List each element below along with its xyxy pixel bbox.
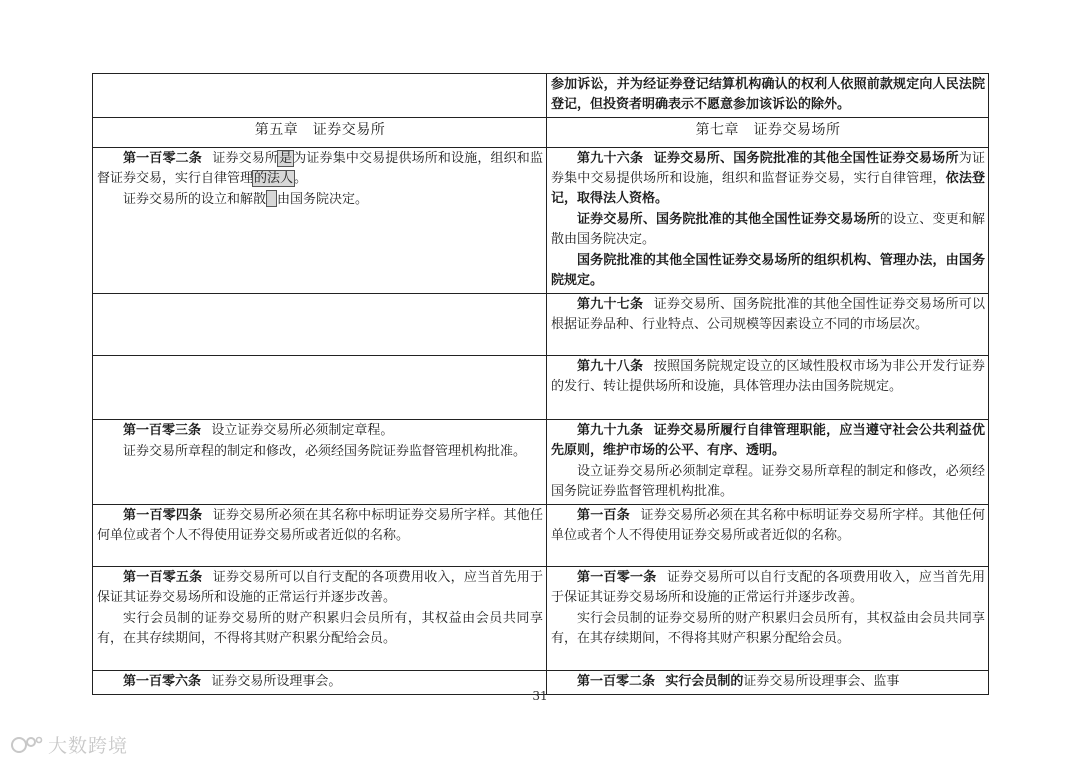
article-number: 第一百零二条 <box>123 151 202 166</box>
paragraph: 第一百零四条 证券交易所必须在其名称中标明证券交易所字样。其他任何单位或者个人不得使用证券交易所或者近似的名称。 <box>97 508 543 543</box>
table-row <box>93 505 989 567</box>
table-row <box>93 420 989 505</box>
watermark-logo-icon <box>10 734 44 756</box>
left-cell <box>93 420 547 505</box>
paragraph: 第九十九条 证券交易所履行自律管理职能，应当遵守社会公共利益优先原则，维护市场的公平、有序、透明。 <box>551 423 985 458</box>
right-cell <box>547 294 989 356</box>
left-cell <box>93 567 547 671</box>
comparison-table <box>92 73 989 695</box>
chapter-header-row <box>93 118 989 148</box>
article-number: 第一百零三条 <box>123 423 202 438</box>
paragraph: 实行会员制的证券交易所的财产积累归会员所有，其权益由会员共同享有，在其存续期间，不得将其财产积累分配给会员。 <box>97 611 543 646</box>
right-cell <box>547 505 989 567</box>
paragraph: 第九十八条 按照国务院规定设立的区域性股权市场为非公开发行证券的发行、转让提供场所和设施，具体管理办法由国务院规定。 <box>551 359 985 394</box>
paragraph: 第一百零六条 证券交易所设理事会。 <box>123 674 342 689</box>
paragraph: 第一百零一条 证券交易所可以自行支配的各项费用收入，应当首先用于保证其证券交易场所和设施的正常运行并逐步改善。 <box>551 570 985 605</box>
chapter-left: 第五章 证券交易所 <box>93 118 547 148</box>
page-number: 31 <box>532 689 548 703</box>
table-row <box>93 294 989 356</box>
paragraph: 设立证券交易所必须制定章程。证券交易所章程的制定和修改，必须经国务院证券监督管理机构批准。 <box>551 464 985 499</box>
left-cell <box>93 356 547 420</box>
paragraph: 第一百条 证券交易所必须在其名称中标明证券交易所字样。其他任何单位或者个人不得使用证券交易所或者近似的名称。 <box>551 508 985 543</box>
left-cell <box>93 148 547 294</box>
table-row <box>93 567 989 671</box>
article-number: 第一百零六条 <box>123 674 202 689</box>
paragraph: 第一百零三条 设立证券交易所必须制定章程。 <box>123 423 394 438</box>
article-number: 第一百零二条 <box>577 674 656 689</box>
table-row <box>93 148 989 294</box>
left-cell <box>93 505 547 567</box>
paragraph: 第九十七条 证券交易所、国务院批准的其他全国性证券交易场所可以根据证券品种、行业特点、公司规模等因素设立不同的市场层次。 <box>551 297 985 332</box>
watermark-text: 大数跨境 <box>48 735 129 757</box>
article-number: 第一百零一条 <box>577 570 657 585</box>
right-cell <box>547 567 989 671</box>
left-cell <box>93 74 547 118</box>
highlight-mark <box>267 191 276 206</box>
article-number: 第一百零四条 <box>123 508 203 523</box>
left-cell <box>93 294 547 356</box>
right-cell <box>547 148 989 294</box>
chapter-right: 第七章 证券交易场所 <box>547 118 989 148</box>
article-number: 第九十六条 <box>577 151 644 166</box>
highlight-mark: 是 <box>279 151 293 166</box>
table-row <box>93 356 989 420</box>
paragraph: 第九十六条 证券交易所、国务院批准的其他全国性证券交易场所为证券集中交易提供场所和设施，组织和监督证券交易，实行自律管理，依法登记，取得法人资格。 <box>551 151 985 206</box>
right-cell <box>547 356 989 420</box>
article-number: 第一百零五条 <box>123 570 203 585</box>
watermark <box>10 731 128 758</box>
article-number: 第一百条 <box>577 508 631 523</box>
paragraph: 证券交易所章程的制定和修改，必须经国务院证券监督管理机构批准。 <box>123 444 527 459</box>
right-cell <box>547 420 989 505</box>
continuation-text: 参加诉讼，并为经证券登记结算机构确认的权利人依照前款规定向人民法院登记，但投资者明确表示不愿意参加该诉讼的除外。 <box>551 77 985 112</box>
paragraph: 第一百零二条 实行会员制的证券交易所设理事会、监事 <box>577 674 900 689</box>
article-number: 第九十九条 <box>577 423 644 438</box>
paragraph: 实行会员制的证券交易所的财产积累归会员所有，其权益由会员共同享有，在其存续期间，不得将其财产积累分配给会员。 <box>551 611 985 646</box>
paragraph: 国务院批准的其他全国性证券交易场所的组织机构、管理办法，由国务院规定。 <box>551 253 985 288</box>
paragraph: 证券交易所、国务院批准的其他全国性证券交易场所的设立、变更和解散由国务院决定。 <box>551 212 985 247</box>
highlight-mark: 的法人 <box>254 171 294 186</box>
paragraph: 第一百零二条 证券交易所是为证券集中交易提供场所和设施，组织和监督证券交易，实行自律管理的法人。 <box>97 151 543 186</box>
table-row <box>93 74 989 118</box>
article-number: 第九十八条 <box>577 359 644 374</box>
paragraph: 证券交易所的设立和解散 由国务院决定。 <box>123 192 369 207</box>
paragraph: 第一百零五条 证券交易所可以自行支配的各项费用收入，应当首先用于保证其证券交易场所和设施的正常运行并逐步改善。 <box>97 570 543 605</box>
right-cell <box>547 74 989 118</box>
article-number: 第九十七条 <box>577 297 644 312</box>
